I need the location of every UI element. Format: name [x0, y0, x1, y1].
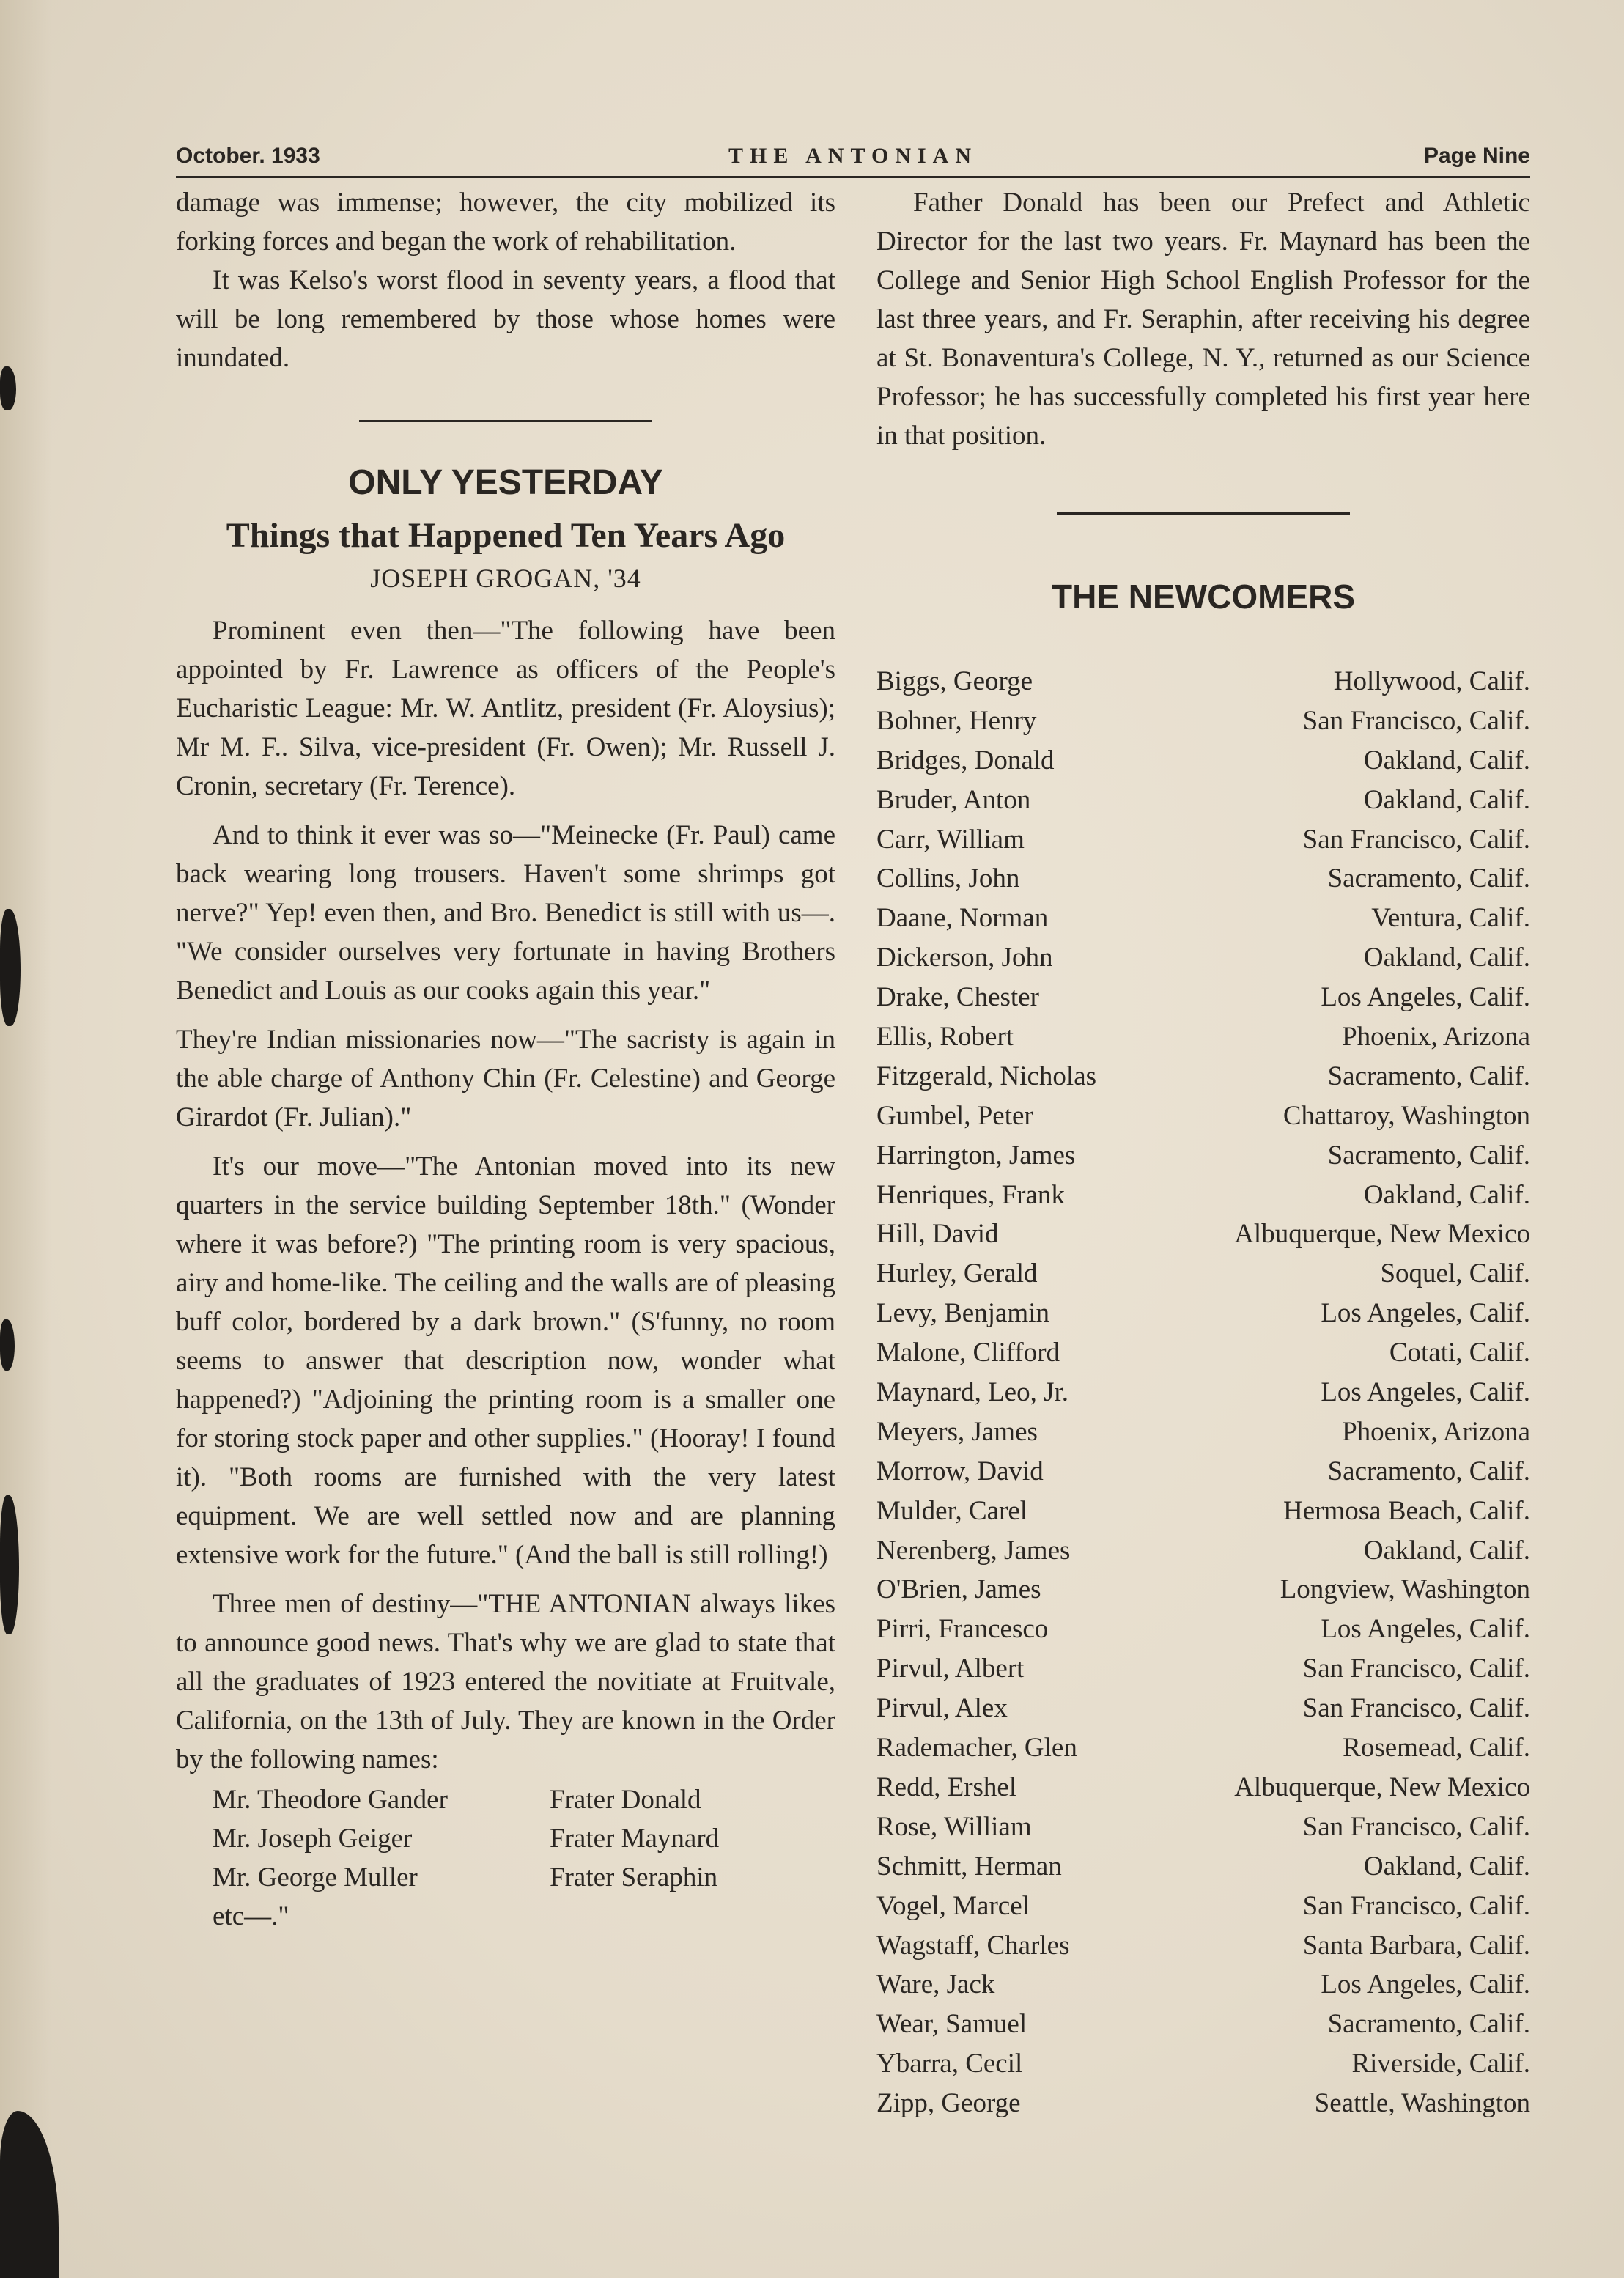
newcomer-hometown: Oakland, Calif.	[1363, 1179, 1530, 1210]
paragraph-fathers: Father Donald has been our Prefect and Athletic Director for the last two years. Fr. Maynard has been the College and Senior High School English Professor for the last three years, and Fr. Seraphin, after receiving his degree at St. Bonaventura's College, N. Y., returned as our Science Professor; he has successfully completed his first year here in that position.	[876, 188, 1530, 451]
newcomer-hometown: Los Angeles, Calif.	[1321, 982, 1530, 1013]
newcomer-row	[876, 1689, 1530, 1728]
newcomer-row	[876, 1333, 1530, 1373]
list-item	[176, 1819, 835, 1858]
newcomers-list	[876, 662, 1530, 2123]
newcomer-hometown: Sacramento, Calif.	[1327, 1140, 1530, 1171]
header-publication: THE ANTONIAN	[728, 144, 978, 168]
newcomers-title: THE NEWCOMERS	[1052, 578, 1355, 616]
newcomer-row	[876, 1610, 1530, 1649]
article-title: ONLY YESTERDAY	[348, 463, 663, 502]
newcomer-row	[876, 2084, 1530, 2123]
newcomer-row	[876, 938, 1530, 978]
newcomer-hometown: Riverside, Calif.	[1351, 2049, 1530, 2079]
newcomer-row	[876, 781, 1530, 820]
newcomer-name: Pirri, Francesco	[876, 1614, 1049, 1645]
newcomer-row	[876, 899, 1530, 938]
newcomer-row	[876, 1926, 1530, 1966]
newcomer-hometown: Sacramento, Calif.	[1327, 863, 1530, 894]
newcomer-hometown: Soquel, Calif.	[1380, 1258, 1530, 1289]
paragraph-eucharistic-league: Prominent even then—"The following have been appointed by Fr. Lawrence as officers of the People's Eucharistic League: Mr. W. Antlitz, president (Fr. Aloysius); Mr M. F.. Silva, vice-president (Fr. Owen); Mr. Russell J. Cronin, secretary (Fr. Terence).	[176, 616, 835, 801]
closing-text: etc—."	[213, 1901, 289, 1931]
page-damage-5	[0, 1319, 15, 1371]
flood-paragraph-end: damage was immense; however, the city mobilized its forking forces and began the work of rehabilitation.	[176, 188, 835, 257]
civil-name: Mr. George Muller	[213, 1862, 418, 1892]
section-divider	[359, 420, 652, 422]
newcomer-name: Rose, William	[876, 1811, 1032, 1842]
newcomer-name: Ware, Jack	[876, 1969, 995, 2000]
novitiate-names-list	[176, 1780, 835, 1897]
newcomer-name: Maynard, Leo, Jr.	[876, 1377, 1069, 1408]
civil-name: Mr. Theodore Gander	[213, 1785, 448, 1815]
newcomer-name: Ybarra, Cecil	[876, 2049, 1023, 2079]
newcomer-name: Biggs, George	[876, 666, 1033, 696]
newcomer-row	[876, 1492, 1530, 1531]
newcomer-hometown: San Francisco, Calif.	[1302, 1654, 1530, 1684]
list-item	[176, 1858, 835, 1897]
newcomer-row	[876, 2005, 1530, 2044]
newcomer-hometown: Oakland, Calif.	[1363, 1535, 1530, 1566]
newcomer-row	[876, 2044, 1530, 2084]
newcomer-row	[876, 820, 1530, 860]
header-page-number: Page Nine	[1423, 144, 1530, 168]
religious-name: Frater Maynard	[550, 1824, 720, 1854]
newcomer-name: O'Brien, James	[876, 1574, 1041, 1605]
newcomer-hometown: Albuquerque, New Mexico	[1234, 1772, 1530, 1802]
religious-name: Frater Donald	[550, 1785, 701, 1815]
newcomer-hometown: Oakland, Calif.	[1363, 1851, 1530, 1881]
newcomer-name: Redd, Ershel	[876, 1772, 1017, 1802]
page-damage-4	[0, 366, 16, 410]
newcomer-hometown: Hollywood, Calif.	[1333, 666, 1530, 696]
newcomer-row	[876, 1176, 1530, 1215]
newcomer-hometown: San Francisco, Calif.	[1302, 1890, 1530, 1921]
newcomer-name: Bruder, Anton	[876, 784, 1031, 815]
newcomer-name: Gumbel, Peter	[876, 1100, 1033, 1131]
paragraph-sacristy: They're Indian missionaries now—"The sacristy is again in the able charge of Anthony Chin (Fr. Celestine) and George Girardot (Fr. Julian)."	[176, 1025, 835, 1132]
newcomer-hometown: Chattaroy, Washington	[1282, 1100, 1530, 1131]
newcomer-hometown: Ventura, Calif.	[1371, 903, 1530, 934]
newcomer-row	[876, 1887, 1530, 1926]
newcomer-hometown: Los Angeles, Calif.	[1321, 1298, 1530, 1329]
newcomer-row	[876, 1847, 1530, 1887]
newcomer-hometown: Seattle, Washington	[1314, 2088, 1530, 2119]
newcomer-row	[876, 1452, 1530, 1492]
newcomer-hometown: San Francisco, Calif.	[1302, 824, 1530, 855]
newcomer-hometown: Sacramento, Calif.	[1327, 2009, 1530, 2040]
newcomer-name: Dickerson, John	[876, 943, 1053, 973]
newcomer-name: Henriques, Frank	[876, 1179, 1065, 1210]
newcomer-name: Schmitt, Herman	[876, 1851, 1062, 1881]
page-header	[176, 144, 1530, 178]
newcomer-name: Collins, John	[876, 863, 1020, 894]
newcomer-hometown: Los Angeles, Calif.	[1321, 1969, 1530, 2000]
newcomer-row	[876, 1096, 1530, 1136]
newcomer-hometown: Sacramento, Calif.	[1327, 1456, 1530, 1486]
newcomer-name: Wagstaff, Charles	[876, 1930, 1070, 1961]
newcomer-name: Hill, David	[876, 1219, 999, 1250]
newcomer-name: Carr, William	[876, 824, 1025, 855]
civil-name: Mr. Joseph Geiger	[213, 1824, 413, 1854]
newcomer-name: Harrington, James	[876, 1140, 1076, 1171]
newcomer-name: Rademacher, Glen	[876, 1733, 1077, 1763]
newcomer-hometown: Oakland, Calif.	[1363, 943, 1530, 973]
newcomer-row	[876, 859, 1530, 899]
paragraph-printing-room: It's our move—"The Antonian moved into its new quarters in the service building September 18th." (Wonder where it was before?) "The printing room is very spacious, airy and home-like. The ceiling and the walls are of pleasing buff color, bordered by a dark brown." (S'funny, no room seems to answer that description now, wonder what happened?) "Adjoining the printing room is a smaller one for storing stock paper and other supplies." (Hooray! I found it). "Both rooms are furnished with the very latest equipment. We are well settled now and are planning extensive work for the future." (And the ball is still rolling!)	[176, 1151, 835, 1570]
article-byline: JOSEPH GROGAN, '34	[370, 564, 641, 593]
newcomer-row	[876, 1136, 1530, 1176]
newcomer-name: Wear, Samuel	[876, 2009, 1027, 2040]
newcomer-hometown: Sacramento, Calif.	[1327, 1061, 1530, 1091]
newcomer-hometown: Longview, Washington	[1280, 1574, 1530, 1605]
newcomer-hometown: Hermosa Beach, Calif.	[1283, 1495, 1530, 1526]
newcomer-row	[876, 741, 1530, 781]
newcomer-row	[876, 1965, 1530, 2005]
newcomer-name: Ellis, Robert	[876, 1022, 1014, 1053]
newcomer-name: Levy, Benjamin	[876, 1298, 1049, 1329]
newcomer-hometown: Oakland, Calif.	[1363, 745, 1530, 775]
newcomer-hometown: Phoenix, Arizona	[1342, 1022, 1530, 1053]
article-subtitle: Things that Happened Ten Years Ago	[226, 516, 786, 555]
religious-name: Frater Seraphin	[550, 1862, 718, 1892]
newcomer-hometown: Los Angeles, Calif.	[1321, 1614, 1530, 1645]
newcomer-name: Hurley, Gerald	[876, 1258, 1038, 1289]
newcomer-name: Mulder, Carel	[876, 1495, 1028, 1526]
newcomer-name: Nerenberg, James	[876, 1535, 1071, 1566]
newcomer-name: Zipp, George	[876, 2088, 1021, 2119]
newcomer-name: Meyers, James	[876, 1416, 1038, 1447]
newcomer-name: Vogel, Marcel	[876, 1890, 1030, 1921]
newcomer-hometown: Cotati, Calif.	[1389, 1338, 1530, 1368]
newcomer-row	[876, 662, 1530, 701]
newcomer-row	[876, 1373, 1530, 1412]
newcomer-row	[876, 1728, 1530, 1768]
left-column	[176, 183, 835, 1936]
newcomer-name: Malone, Clifford	[876, 1338, 1060, 1368]
newcomer-row	[876, 1214, 1530, 1254]
newcomer-name: Bridges, Donald	[876, 745, 1055, 775]
header-date: October. 1933	[176, 144, 320, 168]
newcomer-name: Morrow, David	[876, 1456, 1044, 1486]
newcomer-hometown: Santa Barbara, Calif.	[1302, 1930, 1530, 1961]
newcomer-row	[876, 1531, 1530, 1571]
newcomer-name: Fitzgerald, Nicholas	[876, 1061, 1097, 1091]
newcomer-row	[876, 1807, 1530, 1847]
newcomer-row	[876, 978, 1530, 1017]
newcomer-hometown: Oakland, Calif.	[1363, 784, 1530, 815]
newcomer-name: Drake, Chester	[876, 982, 1039, 1013]
newcomer-hometown: Albuquerque, New Mexico	[1234, 1219, 1530, 1250]
newcomer-name: Pirvul, Albert	[876, 1654, 1025, 1684]
newcomer-row	[876, 1649, 1530, 1689]
newcomer-name: Daane, Norman	[876, 903, 1049, 934]
newcomer-row	[876, 1057, 1530, 1096]
list-item	[176, 1780, 835, 1819]
newcomer-hometown: Phoenix, Arizona	[1342, 1416, 1530, 1447]
newcomer-name: Pirvul, Alex	[876, 1693, 1008, 1724]
newcomer-hometown: San Francisco, Calif.	[1302, 1811, 1530, 1842]
newcomer-hometown: San Francisco, Calif.	[1302, 705, 1530, 736]
binding-edge	[0, 0, 51, 2278]
newcomer-row	[876, 1017, 1530, 1057]
section-divider	[1057, 512, 1350, 515]
newcomer-row	[876, 1294, 1530, 1333]
paragraph-long-trousers: And to think it ever was so—"Meinecke (Fr. Paul) came back wearing long trousers. Haven't some shrimps got nerve?" Yep! even then, and Bro. Benedict is still with us—. "We consider ourselves very fortunate in having Brothers Benedict and Louis as our cooks again this year."	[176, 820, 835, 1006]
newcomer-hometown: San Francisco, Calif.	[1302, 1693, 1530, 1724]
newcomer-hometown: Rosemead, Calif.	[1343, 1733, 1530, 1763]
page-damage-1	[0, 909, 21, 1026]
paragraph-men-of-destiny: Three men of destiny—"THE ANTONIAN always likes to announce good news. That's why we are glad to state that all the graduates of 1923 entered the novitiate at Fruitvale, California, on the 13th of July. They are known in the Order by the following names:	[176, 1589, 835, 1774]
newcomer-name: Bohner, Henry	[876, 705, 1037, 736]
right-column	[876, 183, 1530, 2123]
flood-paragraph-final: It was Kelso's worst flood in seventy years, a flood that will be long remembered by those whose homes were inundated.	[176, 265, 835, 373]
newcomer-row	[876, 1254, 1530, 1294]
newcomer-row	[876, 1412, 1530, 1452]
newcomer-row	[876, 1768, 1530, 1807]
newcomer-hometown: Los Angeles, Calif.	[1321, 1377, 1530, 1408]
newcomer-row	[876, 701, 1530, 741]
newcomer-row	[876, 1570, 1530, 1610]
